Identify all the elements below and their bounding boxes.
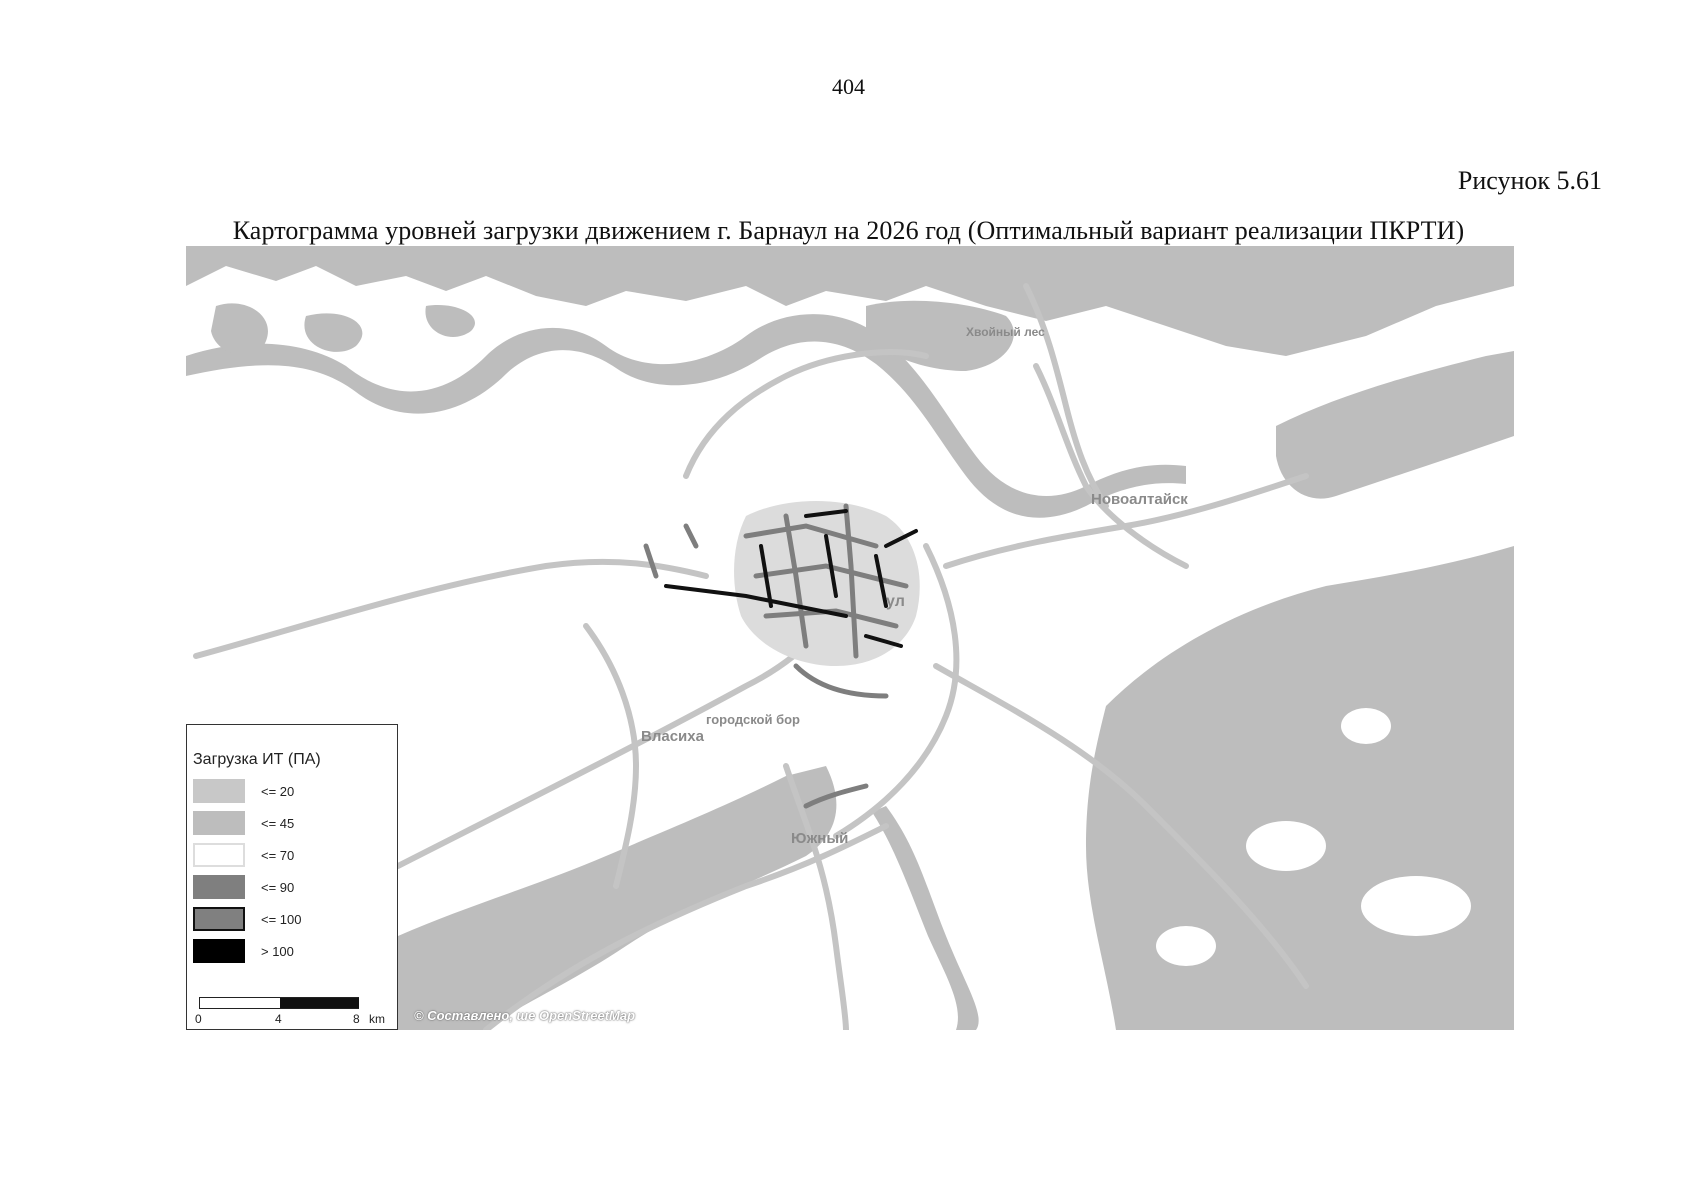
legend-item — [193, 779, 393, 805]
legend-swatch — [193, 875, 245, 899]
street-mid — [646, 546, 656, 576]
legend-label: <= 90 — [261, 880, 295, 895]
street-mid — [796, 666, 886, 696]
city-core — [646, 501, 920, 806]
legend-label: <= 100 — [261, 912, 302, 927]
legend-item — [193, 939, 393, 965]
south-pine-forest — [398, 766, 836, 1030]
rail-novoaltaysk — [1026, 286, 1106, 506]
place-label-novoaltaysk: Новоалтайск — [1091, 491, 1188, 508]
place-label-yuzhny: Южный — [791, 830, 849, 847]
legend-label: <= 20 — [261, 784, 295, 799]
clearing — [1246, 821, 1326, 871]
map-attribution: © Составлено, ше OpenStreetMap — [414, 1008, 636, 1023]
clearing — [1156, 926, 1216, 966]
scale-tick: 4 — [275, 1012, 282, 1026]
scale-tick: 0 — [195, 1012, 202, 1026]
place-label-forest-north: Хвойный лес — [966, 325, 1045, 339]
place-label-vlasikha: Власиха — [641, 728, 704, 745]
legend-label: <= 45 — [261, 816, 295, 831]
road-west — [196, 562, 706, 656]
map-legend — [186, 724, 398, 1030]
traffic-load-map — [186, 246, 1514, 1030]
scale-bar-segment — [280, 998, 359, 1008]
scale-tick: 8 — [353, 1012, 360, 1026]
scale-bar — [199, 997, 359, 1009]
street-mid — [686, 526, 696, 546]
legend-item — [193, 811, 393, 837]
clearing — [1341, 708, 1391, 744]
figure-label: Рисунок 5.61 — [1457, 166, 1602, 195]
legend-item — [193, 875, 393, 901]
legend-swatch — [193, 939, 245, 963]
place-label-forest-south: городской бор — [706, 712, 800, 727]
southeast-forest — [1086, 546, 1514, 1030]
legend-label: > 100 — [261, 944, 294, 959]
legend-item — [193, 843, 393, 869]
figure-caption: Картограмма уровней загрузки движением г. Барнаул на 2026 год (Оптимальный вариант реализации ПКРТИ) — [232, 216, 1465, 245]
legend-swatch — [193, 779, 245, 803]
legend-label: <= 70 — [261, 848, 295, 863]
legend-item — [193, 907, 393, 933]
ob-south-channel — [872, 806, 979, 1030]
page-number: 404 — [832, 74, 865, 99]
legend-swatch — [193, 843, 245, 867]
legend-swatch — [193, 811, 245, 835]
clearing — [1361, 876, 1471, 936]
west-lakes — [211, 303, 475, 355]
scale-unit: km — [369, 1012, 385, 1026]
legend-title: Загрузка ИТ (ПА) — [193, 751, 321, 768]
legend-swatch — [193, 907, 245, 931]
northeast-forest — [1276, 351, 1514, 499]
place-label-barnaul: ул — [886, 593, 905, 610]
